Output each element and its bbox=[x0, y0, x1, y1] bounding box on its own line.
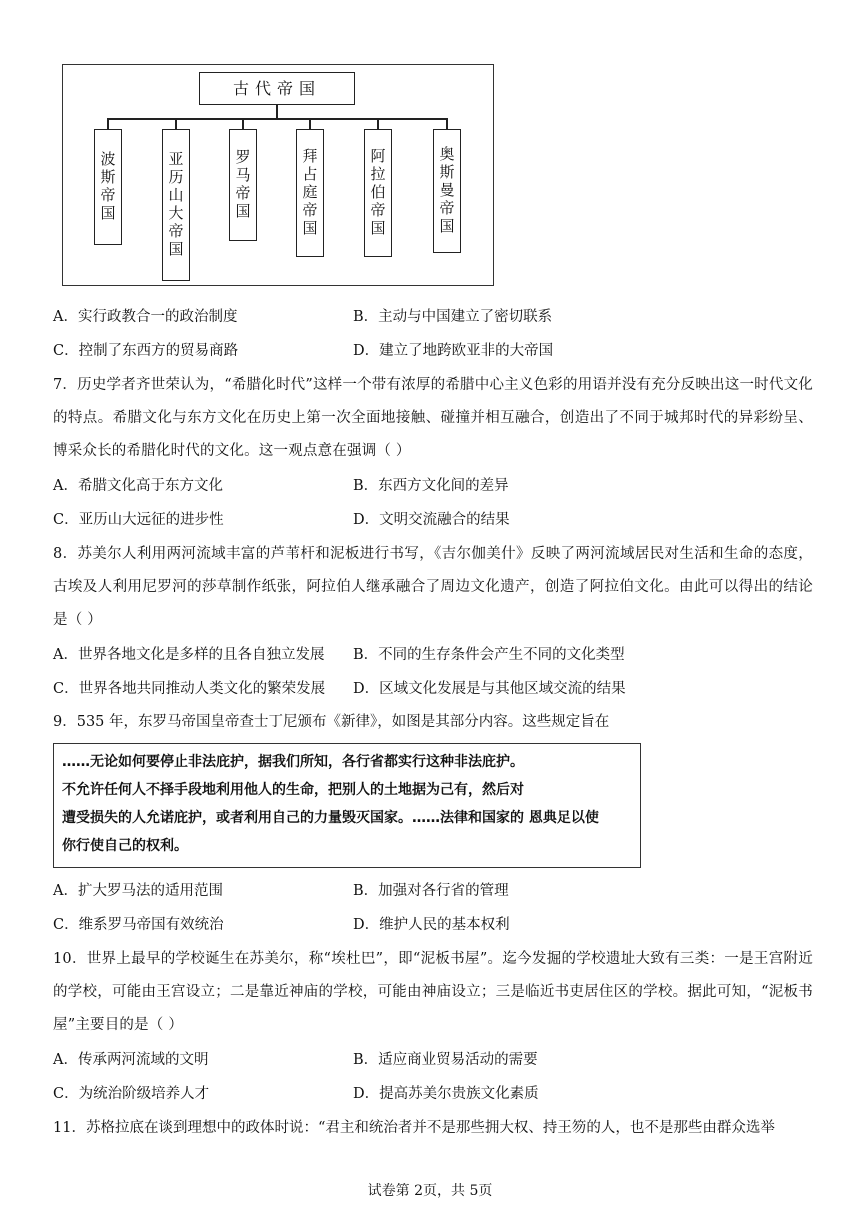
empire-box-persia: 波斯帝国 bbox=[94, 129, 122, 245]
q7-stem: 7．历史学者齐世荣认为，“希腊化时代”这样一个带有浓厚的希腊中心主义色彩的用语并没有充分反映出这一时代文化的特点。希腊文化与东方文化在历史上第一次全面地接触、碰撞并相互融合，创造出了不同于城邦时代的异彩纷呈、博采众长的希腊化时代的文化。这一观点意在强调（ ） bbox=[53, 377, 813, 459]
q9-option-c: C．维系罗马帝国有效统治 bbox=[53, 917, 224, 933]
q10-option-d: D．提高苏美尔贵族文化素质 bbox=[353, 1086, 539, 1102]
diagram-top-box: 古代帝国 bbox=[199, 72, 355, 105]
q8-stem: 8．苏美尔人利用两河流域丰富的芦苇杆和泥板进行书写，《吉尔伽美什》反映了两河流域居民对生活和生命的态度，古埃及人利用尼罗河的莎草制作纸张，阿拉伯人继承融合了周边文化遗产，创造了阿拉伯文化。由此可以得出的结论是（ ） bbox=[53, 546, 813, 628]
q9-option-d: D．维护人民的基本权利 bbox=[353, 917, 510, 933]
empire-box-ottoman: 奥斯曼帝国 bbox=[433, 129, 461, 253]
q8-option-c: C．世界各地共同推动人类文化的繁荣发展 bbox=[53, 681, 326, 697]
quote-line-2: 不允许任何人不择手段地利用他人的生命，把别人的土地据为己有，然后对 bbox=[62, 782, 524, 798]
q7-option-c: C．亚历山大远征的进步性 bbox=[53, 512, 224, 528]
q9-quote-box bbox=[53, 743, 641, 868]
empire-box-byzantine: 拜占庭帝国 bbox=[296, 129, 324, 257]
q6-option-a: A．实行政教合一的政治制度 bbox=[53, 309, 238, 325]
q6-option-d: D．建立了地跨欧亚非的大帝国 bbox=[353, 343, 554, 359]
q10-option-a: A．传承两河流域的文明 bbox=[53, 1052, 209, 1068]
q11-stem: 11．苏格拉底在谈到理想中的政体时说：“君主和统治者并不是那些拥大权、持王笏的人，也不是那些由群众选举 bbox=[53, 1120, 775, 1136]
q8-option-a: A．世界各地文化是多样的且各自独立发展 bbox=[53, 647, 325, 663]
q10-option-b: B．适应商业贸易活动的需要 bbox=[353, 1052, 538, 1068]
q10-option-c: C．为统治阶级培养人才 bbox=[53, 1086, 210, 1102]
q10-stem: 10．世界上最早的学校诞生在苏美尔，称“埃杜巴”，即“泥板书屋”。迄今发掘的学校遗址大致有三类：一是王宫附近的学校，可能由王宫设立；二是靠近神庙的学校，可能由神庙设立；三是临近书吏居住区的学校。据此可知，“泥板书屋”主要目的是（ ） bbox=[53, 951, 813, 1033]
connector-top-vertical bbox=[276, 105, 278, 119]
quote-line-4: 你行使自己的权利。 bbox=[62, 838, 188, 854]
q6-option-b: B．主动与中国建立了密切联系 bbox=[353, 309, 553, 325]
q9-stem: 9．535 年，东罗马帝国皇帝查士丁尼颁布《新律》，如图是其部分内容。这些规定旨在 bbox=[53, 714, 610, 730]
q7-option-b: B．东西方文化间的差异 bbox=[353, 478, 509, 494]
q7-option-a: A．希腊文化高于东方文化 bbox=[53, 478, 223, 494]
quote-line-1: ……无论如何要停止非法庇护，据我们所知，各行省都实行这种非法庇护。 bbox=[62, 754, 524, 770]
q9-option-a: A．扩大罗马法的适用范围 bbox=[53, 883, 223, 899]
q7-option-d: D．文明交流融合的结果 bbox=[353, 512, 510, 528]
q6-option-c: C．控制了东西方的贸易商路 bbox=[53, 343, 239, 359]
empire-box-alexander: 亚历山大帝国 bbox=[162, 129, 190, 281]
q8-option-b: B．不同的生存条件会产生不同的文化类型 bbox=[353, 647, 625, 663]
empire-box-rome: 罗马帝国 bbox=[229, 129, 257, 241]
empire-box-arab: 阿拉伯帝国 bbox=[364, 129, 392, 257]
q8-option-d: D．区域文化发展是与其他区域交流的结果 bbox=[353, 681, 626, 697]
page-footer: 试卷第 2页，共 5页 bbox=[367, 1183, 493, 1199]
connector-horizontal bbox=[107, 118, 447, 120]
quote-line-3: 遭受损失的人允诺庇护，或者利用自己的力量毁灭国家。……法律和国家的 恩典足以使 bbox=[62, 810, 599, 826]
q9-option-b: B．加强对各行省的管理 bbox=[353, 883, 509, 899]
